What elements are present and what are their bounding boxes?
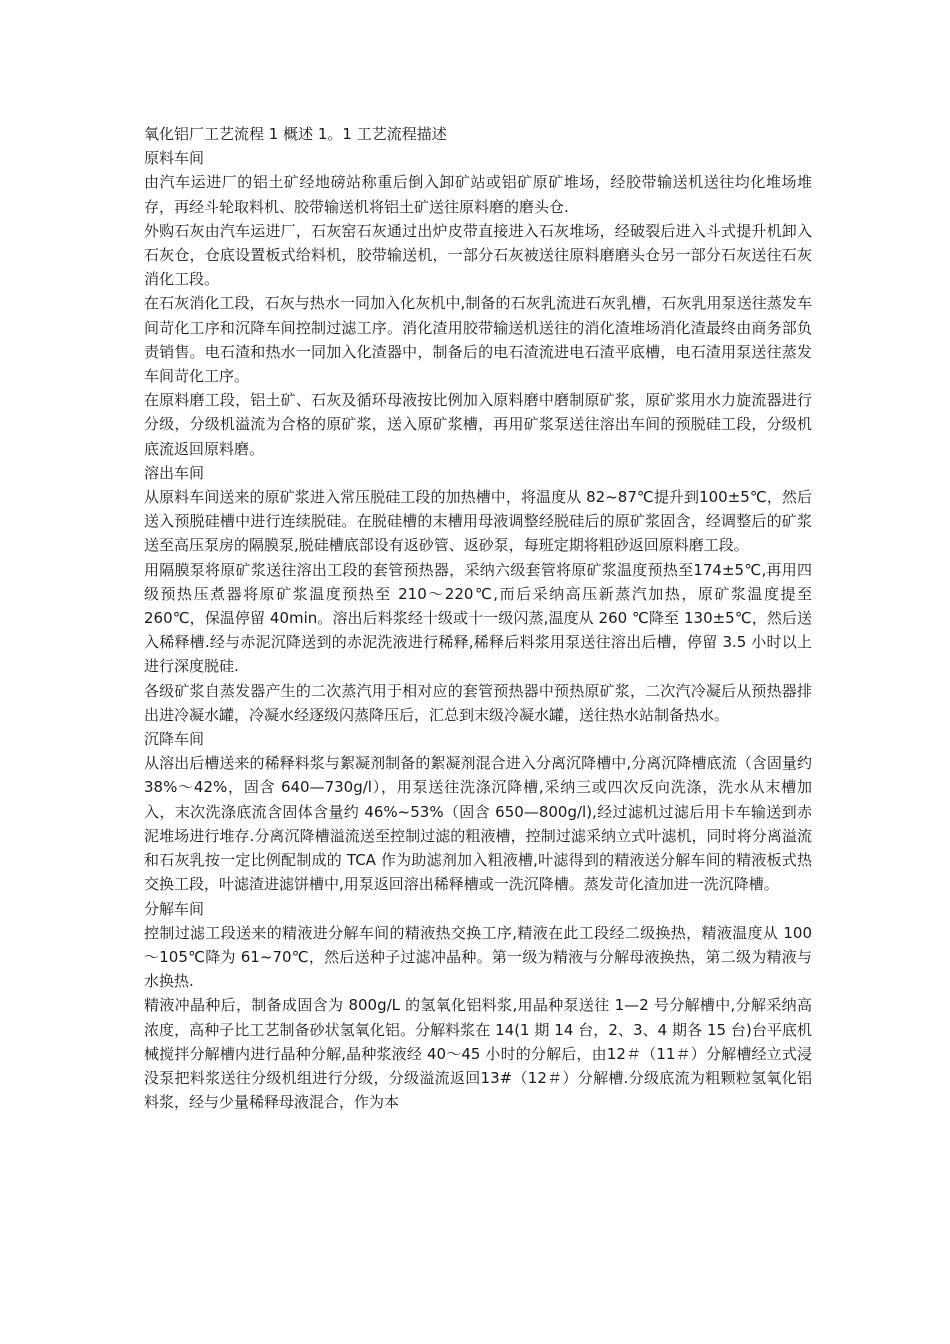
section-heading-settling: 沉降车间 — [144, 730, 205, 749]
paragraph: 精液冲晶种后，制备成固含为 800g/L 的氢氧化铝料浆,用晶种泵送往 1—2 号分解槽中,分解采纳高浓度，高种子比工艺制备砂状氢氧化铝。分解料浆在 14(1 期 14 台，2、3、4 期各 15 台)台平底机械搅拌分解槽内进行晶种分解,晶种浆液经 40～45 小时的分解后，由12＃（11＃）分解槽经立式浸没泵把料浆送往分级机组进行分级，分级溢流返回13#（12＃）分解槽.分级底流为粗颗粒氢氧化铝料浆，经与少量稀释母液混合，作为本 — [144, 996, 812, 1112]
paragraph: 外购石灰由汽车运进厂，石灰窑石灰通过出炉皮带直接进入石灰堆场，经破裂后进入斗式提升机卸入石灰仓，仓底设置板式给料机，胶带输送机，一部分石灰被送往原料磨磨头仓另一部分石灰送往石灰消化工段。 — [144, 221, 812, 289]
paragraph: 从溶出后槽送来的稀释料浆与絮凝剂制备的絮凝剂混合进入分离沉降槽中,分离沉降槽底流（含固量约 38%～42%，固含 640—730g/l），用泵送往洗涤沉降槽,采纳三或四次反向洗涤，洗水从末槽加入，末次洗涤底流含固体含量约 46%~53%（固含 650—800g/l),经过滤机过滤后用卡车输送到赤泥堆场进行堆存.分离沉降槽溢流送至控制过滤的粗液槽，控制过滤采纳立式叶滤机，同时将分离溢流和石灰乳按一定比例配制成的 TCA 作为助滤剂加入粗液槽,叶滤得到的精液送分解车间的精液板式热交换工段，叶滤渣进滤饼槽中,用泵返回溶出稀释槽或一洗沉降槽。蒸发苛化渣加进一洗沉降槽。 — [144, 754, 812, 894]
paragraph: 控制过滤工段送来的精液进分解车间的精液热交换工序,精液在此工段经二级换热，精液温度从 100～105℃降为 61~70℃，然后送种子过滤冲晶种。第一级为精液与分解母液换热，第二级为精液与水换热. — [144, 923, 812, 991]
section-heading-decomposition: 分解车间 — [144, 899, 205, 918]
section-heading-raw-material: 原料车间 — [144, 149, 205, 168]
paragraph: 在原料磨工段，铝土矿、石灰及循环母液按比例加入原料磨中磨制原矿浆，原矿浆用水力旋流器进行分级，分级机溢流为合格的原矿浆，送入原矿浆槽，再用矿浆泵送往溶出车间的预脱硅工段，分级机底流返回原料磨。 — [144, 391, 812, 458]
document-page — [144, 122, 812, 1114]
paragraph: 用隔膜泵将原矿浆送往溶出工段的套管预热器，采纳六级套管将原矿浆温度预热至174±5℃,再用四级预热压煮器将原矿浆温度预热至 210～220℃,而后采纳高压新蒸汽加热，原矿浆温度提至 260℃，保温停留 40min。溶出后料浆经十级或十一级闪蒸,温度从 260 ℃降至 130±5℃，然后送入稀释槽.经与赤泥沉降送到的赤泥洗液进行稀释,稀释后料浆用泵送往溶出后槽，停留 3.5 小时以上进行深度脱硅. — [144, 560, 812, 676]
paragraph: 从原料车间送来的原矿浆进入常压脱硅工段的加热槽中，将温度从 82~87℃提升到100±5℃，然后送入预脱硅槽中进行连续脱硅。在脱硅槽的末槽用母液调整经脱硅后的原矿浆固含，经调整后的矿浆送至高压泵房的隔膜泵,脱硅槽底部设有返砂管、返砂泵，每班定期将粗砂返回原料磨工段。 — [144, 488, 812, 555]
paragraph: 各级矿浆自蒸发器产生的二次蒸汽用于相对应的套管预热器中预热原矿浆，二次汽冷凝后从预热器排出进冷凝水罐，冷凝水经逐级闪蒸降压后，汇总到末级冷凝水罐，送往热水站制备热水。 — [144, 681, 812, 724]
paragraph: 在石灰消化工段，石灰与热水一同加入化灰机中,制备的石灰乳流进石灰乳槽，石灰乳用泵送往蒸发车间苛化工序和沉降车间控制过滤工序。消化渣用胶带输送机送往的消化渣堆场消化渣最终由商务部负责销售。电石渣和热水一同加入化渣器中，制备后的电石渣流进电石渣平底槽，电石渣用泵送往蒸发车间苛化工序。 — [144, 294, 812, 386]
section-heading-digestion: 溶出车间 — [144, 463, 205, 482]
document-title: 氧化铝厂工艺流程 1 概述 1。1 工艺流程描述 — [144, 125, 447, 143]
paragraph: 由汽车运进厂的铝土矿经地磅站称重后倒入卸矿站或铝矿原矿堆场，经胶带输送机送往均化堆场堆存，再经斗轮取料机、胶带输送机将铝土矿送往原料磨的磨头仓. — [144, 173, 812, 216]
